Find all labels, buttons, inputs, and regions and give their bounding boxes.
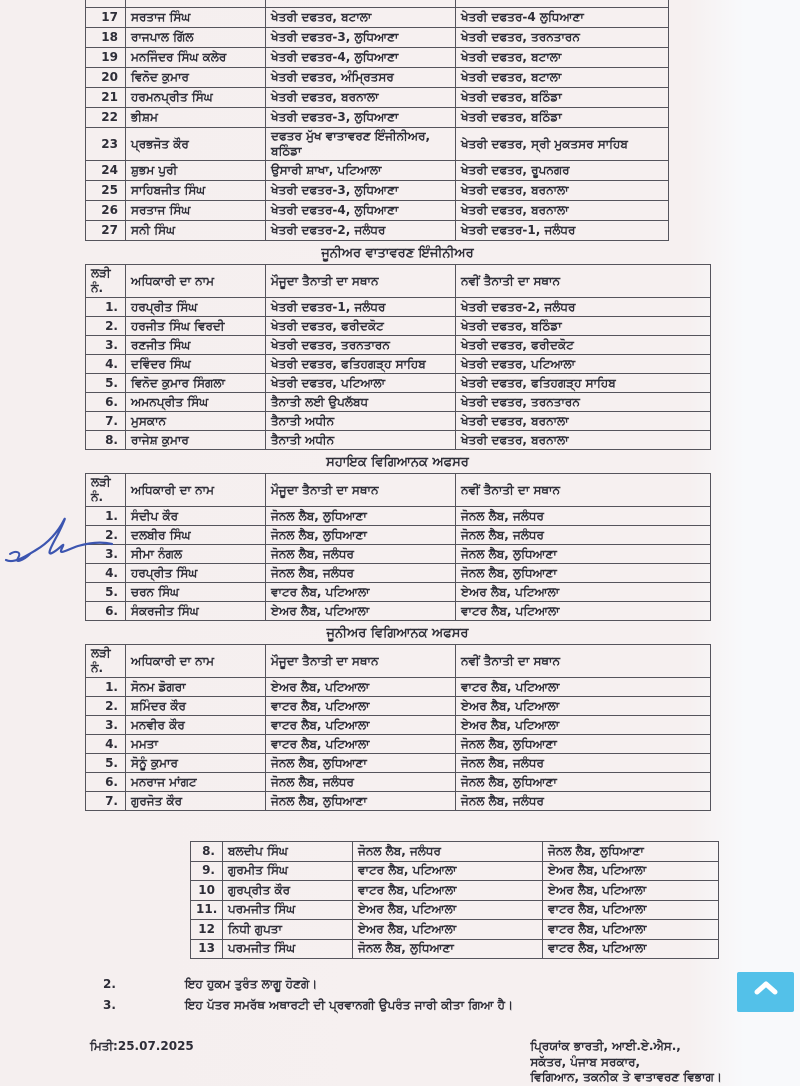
table-row bbox=[191, 920, 719, 940]
transfer-table-junior-scientific-officer-continued bbox=[190, 841, 719, 959]
cell-name: ਸਰਤਾਜ ਸਿੰਘ bbox=[126, 8, 266, 28]
table-row bbox=[86, 754, 711, 773]
cell-sn: 21 bbox=[86, 88, 126, 108]
table-row bbox=[86, 545, 711, 564]
cell-new_place: ਖੇਤਰੀ ਦਫਤਰ-4 ਲੁਧਿਆਣਾ bbox=[456, 8, 669, 28]
cell-sn: 25 bbox=[86, 181, 126, 201]
cell-current: ਤੈਨਾਤੀ ਅਧੀਨ bbox=[266, 412, 456, 431]
cell-name: ਰਾਜਪਾਲ ਗਿੱਲ bbox=[126, 28, 266, 48]
cell-new_place: ਖੇਤਰੀ ਦਫਤਰ, ਫਰੀਦਕੋਟ bbox=[456, 336, 711, 355]
signatory-name: ਪ੍ਰਿਯਾਂਕ ਭਾਰਤੀ, ਆਈ.ਏ.ਐਸ., bbox=[530, 1039, 681, 1053]
cell-sn: 2. bbox=[86, 526, 126, 545]
cell-name: ਪਰਮਜੀਤ ਸਿੰਘ bbox=[223, 900, 353, 920]
header-current-posting: ਮੌਜੂਦਾ ਤੈਨਾਤੀ ਦਾ ਸਥਾਨ bbox=[266, 474, 456, 507]
cell-sn: 24 bbox=[86, 161, 126, 181]
cell-sn: 1. bbox=[86, 507, 126, 526]
table-row bbox=[86, 317, 711, 336]
cell-sn: 10 bbox=[191, 881, 223, 901]
cell-new_place: ਜੋਨਲ ਲੈਬ, ਲੁਧਿਆਣਾ bbox=[456, 545, 711, 564]
table-row bbox=[86, 602, 711, 621]
note-item bbox=[103, 998, 800, 1013]
cell-new_place: ਖੇਤਰੀ ਦਫਤਰ, ਬਟਾਲਾ bbox=[456, 48, 669, 68]
header-officer-name: ਅਧਿਕਾਰੀ ਦਾ ਨਾਮ bbox=[126, 265, 266, 298]
cell-current: ਏਅਰ ਲੈਬ, ਪਟਿਆਲਾ bbox=[266, 678, 456, 697]
table-header-row bbox=[86, 474, 711, 507]
cell-name: ਮੁਸਕਾਨ bbox=[126, 412, 266, 431]
cell-sn: 6. bbox=[86, 773, 126, 792]
signatory-block bbox=[530, 1039, 722, 1086]
cut-off-row bbox=[86, 0, 669, 8]
cell-name: ਚਰਨ ਸਿੰਘ bbox=[126, 583, 266, 602]
cell-name: ਸੰਦੀਪ ਕੌਰ bbox=[126, 507, 266, 526]
cell-current: ਖੇਤਰੀ ਦਫਤਰ-3, ਲੁਧਿਆਣਾ bbox=[266, 181, 456, 201]
cell-current: ਖੇਤਰੀ ਦਫਤਰ, ਤਰਨਤਾਰਨ bbox=[266, 336, 456, 355]
cell-new_place: ਜੋਨਲ ਲੈਬ, ਲੁਧਿਆਣਾ bbox=[456, 773, 711, 792]
note-text: ਇਹ ਹੁਕਮ ਤੁਰੰਤ ਲਾਗੂ ਹੋਣਗੇ। bbox=[185, 977, 318, 991]
cell-name: ਸੰਕਰਜੀਤ ਸਿੰਘ bbox=[126, 602, 266, 621]
cell-sn: 23 bbox=[86, 128, 126, 161]
order-date: ਮਿਤੀ:25.07.2025 bbox=[90, 1039, 194, 1053]
cell-name: ਦਲਬੀਰ ਸਿੰਘ bbox=[126, 526, 266, 545]
cell-name: ਹਰਪ੍ਰੀਤ ਸਿੰਘ bbox=[126, 564, 266, 583]
cell-sn: 7. bbox=[86, 412, 126, 431]
cell-sn: 11. bbox=[191, 900, 223, 920]
table-row bbox=[86, 583, 711, 602]
table-row bbox=[86, 526, 711, 545]
table-row bbox=[86, 181, 669, 201]
header-current-posting: ਮੌਜੂਦਾ ਤੈਨਾਤੀ ਦਾ ਸਥਾਨ bbox=[266, 265, 456, 298]
header-new-posting: ਨਵੀਂ ਤੈਨਾਤੀ ਦਾ ਸਥਾਨ bbox=[456, 265, 711, 298]
signatory-designation: ਸਕੱਤਰ, ਪੰਜਾਬ ਸਰਕਾਰ, bbox=[530, 1054, 641, 1069]
cell-current: ਜੋਨਲ ਲੈਬ, ਲੁਧਿਆਣਾ bbox=[353, 939, 543, 959]
cell-new_place: ਵਾਟਰ ਲੈਬ, ਪਟਿਆਲਾ bbox=[456, 678, 711, 697]
cell-current: ਖੇਤਰੀ ਦਫਤਰ-4, ਲੁਧਿਆਣਾ bbox=[266, 48, 456, 68]
cell-current: ਵਾਟਰ ਲੈਬ, ਪਟਿਆਲਾ bbox=[266, 697, 456, 716]
cell-new_place: ਖੇਤਰੀ ਦਫਤਰ, ਬਟਾਲਾ bbox=[456, 68, 669, 88]
table-row bbox=[86, 697, 711, 716]
cell-sn: 3. bbox=[86, 716, 126, 735]
table-row bbox=[86, 412, 711, 431]
cell-new_place: ਖੇਤਰੀ ਦਫਤਰ, ਬਰਨਾਲਾ bbox=[456, 431, 711, 450]
cell-name: ਮਮਤਾ bbox=[126, 735, 266, 754]
cell-name: ਸੋਨਮ ਡੋਗਰਾ bbox=[126, 678, 266, 697]
table-row bbox=[86, 161, 669, 181]
table-row bbox=[86, 336, 711, 355]
cell-current: ਜੋਨਲ ਲੈਬ, ਜਲੰਧਰ bbox=[266, 564, 456, 583]
cell-name: ਵਿਨੋਦ ਕੁਮਾਰ ਸਿੰਗਲਾ bbox=[126, 374, 266, 393]
cell-name: ਦਵਿੰਦਰ ਸਿੰਘ bbox=[126, 355, 266, 374]
cell-current: ਏਅਰ ਲੈਬ, ਪਟਿਆਲਾ bbox=[353, 900, 543, 920]
cell-sn: 9. bbox=[191, 861, 223, 881]
cell-new_place: ਖੇਤਰੀ ਦਫਤਰ, ਸ੍ਰੀ ਮੁਕਤਸਰ ਸਾਹਿਬ bbox=[456, 128, 669, 161]
cell-sn: 8. bbox=[191, 842, 223, 862]
cell-current: ਖੇਤਰੀ ਦਫਤਰ, ਬਰਨਾਲਾ bbox=[266, 88, 456, 108]
table-row bbox=[86, 68, 669, 88]
cell-current: ਜੋਨਲ ਲੈਬ, ਲੁਧਿਆਣਾ bbox=[266, 754, 456, 773]
cell-current: ਖੇਤਰੀ ਦਫਤਰ-2, ਜਲੰਧਰ bbox=[266, 221, 456, 241]
cell-current: ਖੇਤਰੀ ਦਫਤਰ-1, ਜਲੰਧਰ bbox=[266, 298, 456, 317]
cell-current: ਜੋਨਲ ਲੈਬ, ਜਲੰਧਰ bbox=[266, 545, 456, 564]
cell-name: ਸੋਨੂੰ ਕੁਮਾਰ bbox=[126, 754, 266, 773]
cell-new_place: ਵਾਟਰ ਲੈਬ, ਪਟਿਆਲਾ bbox=[456, 602, 711, 621]
cell-new_place: ਖੇਤਰੀ ਦਫਤਰ, ਪਟਿਆਲਾ bbox=[456, 355, 711, 374]
cell-name: ਪ੍ਰਭਜੋਤ ਕੌਰ bbox=[126, 128, 266, 161]
cell-name: ਨਿਧੀ ਗੁਪਤਾ bbox=[223, 920, 353, 940]
table-row bbox=[86, 716, 711, 735]
cell-new_place: ਖੇਤਰੀ ਦਫਤਰ, ਬਰਨਾਲਾ bbox=[456, 181, 669, 201]
cell-current: ਖੇਤਰੀ ਦਫਤਰ-3, ਲੁਧਿਆਣਾ bbox=[266, 108, 456, 128]
cell-sn: 17 bbox=[86, 8, 126, 28]
note-item bbox=[103, 977, 800, 992]
table-header-row bbox=[86, 265, 711, 298]
cell-current: ਤੈਨਾਤੀ ਲਈ ਉਪਲੱਬਧ bbox=[266, 393, 456, 412]
cell-new_place: ਜੋਨਲ ਲੈਬ, ਜਲੰਧਰ bbox=[456, 792, 711, 811]
cell-current: ਜੋਨਲ ਲੈਬ, ਜਲੰਧਰ bbox=[353, 842, 543, 862]
cell-name: ਗੁਰਮੀਤ ਸਿੰਘ bbox=[223, 861, 353, 881]
transfer-table-junior-env-engineer bbox=[85, 264, 711, 450]
note-number: 2. bbox=[103, 977, 116, 991]
cell-current: ਵਾਟਰ ਲੈਬ, ਪਟਿਆਲਾ bbox=[353, 881, 543, 901]
cell-sn: 5. bbox=[86, 583, 126, 602]
cell-new_place: ਖੇਤਰੀ ਦਫਤਰ-2, ਜਲੰਧਰ bbox=[456, 298, 711, 317]
cell-current: ਵਾਟਰ ਲੈਬ, ਪਟਿਆਲਾ bbox=[266, 583, 456, 602]
table-row bbox=[191, 881, 719, 901]
cell-sn: 13 bbox=[191, 939, 223, 959]
table-row bbox=[86, 8, 669, 28]
cell-sn: 26 bbox=[86, 201, 126, 221]
header-serial: ਲੜੀ ਨੰ. bbox=[86, 645, 126, 678]
cell-current: ਖੇਤਰੀ ਦਫਤਰ, ਫਤਿਹਗੜ੍ਹ ਸਾਹਿਬ bbox=[266, 355, 456, 374]
cell-current: ਏਅਰ ਲੈਬ, ਪਟਿਆਲਾ bbox=[353, 920, 543, 940]
cell-new_place: ਖੇਤਰੀ ਦਫਤਰ, ਬਰਨਾਲਾ bbox=[456, 201, 669, 221]
table-row bbox=[86, 431, 711, 450]
cell-current: ਜੋਨਲ ਲੈਬ, ਲੁਧਿਆਣਾ bbox=[266, 526, 456, 545]
table-row bbox=[191, 861, 719, 881]
cell-sn: 2. bbox=[86, 697, 126, 716]
table-header-row bbox=[86, 645, 711, 678]
table-row bbox=[86, 792, 711, 811]
cell-current: ਖੇਤਰੀ ਦਫਤਰ-3, ਲੁਧਿਆਣਾ bbox=[266, 28, 456, 48]
cell-sn: 6. bbox=[86, 393, 126, 412]
cell-sn: 27 bbox=[86, 221, 126, 241]
transfer-table-assistant-scientific-officer bbox=[85, 473, 711, 621]
chevron-up-icon bbox=[753, 980, 779, 999]
table-row bbox=[86, 678, 711, 697]
table-row bbox=[86, 393, 711, 412]
table-row bbox=[86, 374, 711, 393]
cell-new_place: ਖੇਤਰੀ ਦਫਤਰ, ਤਰਨਤਾਰਨ bbox=[456, 393, 711, 412]
table-row bbox=[86, 28, 669, 48]
header-new-posting: ਨਵੀਂ ਤੈਨਾਤੀ ਦਾ ਸਥਾਨ bbox=[456, 645, 711, 678]
cell-name: ਹਰਜੀਤ ਸਿੰਘ ਵਿਰਦੀ bbox=[126, 317, 266, 336]
cell-sn: 6. bbox=[86, 602, 126, 621]
cell-new_place: ਖੇਤਰੀ ਦਫਤਰ, ਫਤਿਹਗੜ੍ਹ ਸਾਹਿਬ bbox=[456, 374, 711, 393]
table-row bbox=[86, 201, 669, 221]
cell-sn: 4. bbox=[86, 564, 126, 583]
note-number: 3. bbox=[103, 998, 116, 1012]
cell-name: ਹਰਮਨਪ੍ਰੀਤ ਸਿੰਘ bbox=[126, 88, 266, 108]
header-current-posting: ਮੌਜੂਦਾ ਤੈਨਾਤੀ ਦਾ ਸਥਾਨ bbox=[266, 645, 456, 678]
cell-sn: 18 bbox=[86, 28, 126, 48]
cell-sn: 4. bbox=[86, 355, 126, 374]
cell-name: ਅਮਨਪ੍ਰੀਤ ਸਿੰਘ bbox=[126, 393, 266, 412]
cell-current: ਖੇਤਰੀ ਦਫਤਰ-4, ਲੁਧਿਆਣਾ bbox=[266, 201, 456, 221]
cell-new_place: ਖੇਤਰੀ ਦਫਤਰ, ਬਰਨਾਲਾ bbox=[456, 412, 711, 431]
table-row bbox=[86, 507, 711, 526]
scroll-to-top-button[interactable] bbox=[737, 972, 794, 1012]
cell-sn: 22 bbox=[86, 108, 126, 128]
table-row bbox=[86, 88, 669, 108]
table-row bbox=[191, 939, 719, 959]
cell-name: ਸ਼ੁਭਮ ਪੁਰੀ bbox=[126, 161, 266, 181]
cell-sn: 8. bbox=[86, 431, 126, 450]
cell-current: ਵਾਟਰ ਲੈਬ, ਪਟਿਆਲਾ bbox=[353, 861, 543, 881]
transfer-table-continued-top bbox=[85, 0, 669, 241]
cell-name: ਗੁਰਜੋਤ ਕੌਰ bbox=[126, 792, 266, 811]
cell-new_place: ਖੇਤਰੀ ਦਫਤਰ, ਬਠਿੰਡਾ bbox=[456, 88, 669, 108]
cell-name: ਮਨਰਾਜ ਮਾਂਗਟ bbox=[126, 773, 266, 792]
cell-new_place: ਜੋਨਲ ਲੈਬ, ਜਲੰਧਰ bbox=[456, 507, 711, 526]
cell-new_place: ਖੇਤਰੀ ਦਫਤਰ-1, ਜਲੰਧਰ bbox=[456, 221, 669, 241]
table-row bbox=[191, 900, 719, 920]
cell-current: ਏਅਰ ਲੈਬ, ਪਟਿਆਲਾ bbox=[266, 602, 456, 621]
cell-current: ਖੇਤਰੀ ਦਫਤਰ, ਫਰੀਦਕੋਟ bbox=[266, 317, 456, 336]
cell-name: ਹਰਪ੍ਰੀਤ ਸਿੰਘ bbox=[126, 298, 266, 317]
cell-name: ਪਰਮਜੀਤ ਸਿੰਘ bbox=[223, 939, 353, 959]
cell-current: ਜੋਨਲ ਲੈਬ, ਲੁਧਿਆਣਾ bbox=[266, 507, 456, 526]
cell-current: ਖੇਤਰੀ ਦਫਤਰ, ਪਟਿਆਲਾ bbox=[266, 374, 456, 393]
cell-new_place: ਖੇਤਰੀ ਦਫਤਰ, ਤਰਨਤਾਰਨ bbox=[456, 28, 669, 48]
cell-sn: 1. bbox=[86, 298, 126, 317]
cell-new_place: ਜੋਨਲ ਲੈਬ, ਲੁਧਿਆਣਾ bbox=[456, 735, 711, 754]
cell-name: ਵਿਨੋਦ ਕੁਮਾਰ bbox=[126, 68, 266, 88]
cell-name: ਰਾਜੇਸ਼ ਕੁਮਾਰ bbox=[126, 431, 266, 450]
cell-name: ਸਨੀ ਸਿੰਘ bbox=[126, 221, 266, 241]
cell-current: ਵਾਟਰ ਲੈਬ, ਪਟਿਆਲਾ bbox=[266, 716, 456, 735]
cell-name: ਬਲਦੀਪ ਸਿੰਘ bbox=[223, 842, 353, 862]
cell-new_place: ਖੇਤਰੀ ਦਫਤਰ, ਬਠਿੰਡਾ bbox=[456, 108, 669, 128]
cell-current: ਖੇਤਰੀ ਦਫਤਰ, ਅੰਮ੍ਰਿਤਸਰ bbox=[266, 68, 456, 88]
cell-sn: 7. bbox=[86, 792, 126, 811]
cell-new_place: ਏਅਰ ਲੈਬ, ਪਟਿਆਲਾ bbox=[543, 881, 719, 901]
signatory-department: ਵਿਗਿਆਨ, ਤਕਨੀਕ ਤੇ ਵਾਤਾਵਰਣ ਵਿਭਾਗ। bbox=[530, 1070, 722, 1085]
cell-new_place: ਵਾਟਰ ਲੈਬ, ਪਟਿਆਲਾ bbox=[543, 900, 719, 920]
cell-sn: 3. bbox=[86, 336, 126, 355]
cell-new_place: ਏਅਰ ਲੈਬ, ਪਟਿਆਲਾ bbox=[456, 716, 711, 735]
cell-sn: 5. bbox=[86, 754, 126, 773]
cell-name: ਸਾਹਿਬਜੀਤ ਸਿੰਘ bbox=[126, 181, 266, 201]
cell-current: ਉਸਾਰੀ ਸ਼ਾਖਾ, ਪਟਿਆਲਾ bbox=[266, 161, 456, 181]
cell-sn: 19 bbox=[86, 48, 126, 68]
cell-new_place: ਖੇਤਰੀ ਦਫਤਰ, ਰੂਪਨਗਰ bbox=[456, 161, 669, 181]
table-row bbox=[191, 842, 719, 862]
order-notes bbox=[103, 977, 800, 1013]
cell-name: ਸੀਮਾ ਨੰਗਲ bbox=[126, 545, 266, 564]
cell-sn: 3. bbox=[86, 545, 126, 564]
header-officer-name: ਅਧਿਕਾਰੀ ਦਾ ਨਾਮ bbox=[126, 474, 266, 507]
footer-row bbox=[90, 1039, 722, 1086]
table-row bbox=[86, 128, 669, 161]
table-row bbox=[86, 221, 669, 241]
header-new-posting: ਨਵੀਂ ਤੈਨਾਤੀ ਦਾ ਸਥਾਨ bbox=[456, 474, 711, 507]
table-row bbox=[86, 108, 669, 128]
section-heading-assistant-scientific-officer: ਸਹਾਇਕ ਵਿਗਿਆਨਕ ਅਫਸਰ bbox=[326, 455, 469, 470]
table-row bbox=[86, 48, 669, 68]
cell-current: ਜੋਨਲ ਲੈਬ, ਜਲੰਧਰ bbox=[266, 773, 456, 792]
cell-sn: 2. bbox=[86, 317, 126, 336]
table-row bbox=[86, 773, 711, 792]
section-heading-junior-env-engineer: ਜੂਨੀਅਰ ਵਾਤਾਵਰਣ ਇੰਜੀਨੀਅਰ bbox=[321, 246, 474, 261]
note-text: ਇਹ ਪੱਤਰ ਸਮਰੱਥ ਅਥਾਰਟੀ ਦੀ ਪ੍ਰਵਾਨਗੀ ਉਪਰੰਤ ਜਾਰੀ ਕੀਤਾ ਗਿਆ ਹੈ। bbox=[185, 998, 514, 1012]
cell-current: ਵਾਟਰ ਲੈਬ, ਪਟਿਆਲਾ bbox=[266, 735, 456, 754]
cell-name: ਸਰਤਾਜ ਸਿੰਘ bbox=[126, 201, 266, 221]
cell-new_place: ਜੋਨਲ ਲੈਬ, ਲੁਧਿਆਣਾ bbox=[543, 842, 719, 862]
header-serial: ਲੜੀ ਨੰ. bbox=[86, 265, 126, 298]
section-heading-junior-scientific-officer: ਜੂਨੀਅਰ ਵਿਗਿਆਨਕ ਅਫਸਰ bbox=[326, 626, 469, 641]
cell-current: ਦਫਤਰ ਮੁੱਖ ਵਾਤਾਵਰਣ ਇੰਜੀਨੀਅਰ, ਬਠਿੰਡਾ bbox=[266, 128, 456, 161]
cell-current: ਜੋਨਲ ਲੈਬ, ਲੁਧਿਆਣਾ bbox=[266, 792, 456, 811]
signature-scribble bbox=[0, 498, 120, 578]
table-row bbox=[86, 298, 711, 317]
cell-new_place: ਜੋਨਲ ਲੈਬ, ਲੁਧਿਆਣਾ bbox=[456, 564, 711, 583]
cell-name: ਰਣਜੀਤ ਸਿੰਘ bbox=[126, 336, 266, 355]
cell-new_place: ਏਅਰ ਲੈਬ, ਪਟਿਆਲਾ bbox=[543, 861, 719, 881]
cell-sn: 4. bbox=[86, 735, 126, 754]
cell-new_place: ਜੋਨਲ ਲੈਬ, ਜਲੰਧਰ bbox=[456, 526, 711, 545]
header-serial: ਲੜੀ ਨੰ. bbox=[86, 474, 126, 507]
cell-sn: 1. bbox=[86, 678, 126, 697]
cell-name: ਸ਼ਮਿੰਦਰ ਕੌਰ bbox=[126, 697, 266, 716]
cell-sn: 20 bbox=[86, 68, 126, 88]
cell-new_place: ਵਾਟਰ ਲੈਬ, ਪਟਿਆਲਾ bbox=[543, 920, 719, 940]
cell-current: ਖੇਤਰੀ ਦਫਤਰ, ਬਟਾਲਾ bbox=[266, 8, 456, 28]
cell-new_place: ਖੇਤਰੀ ਦਫਤਰ, ਬਠਿੰਡਾ bbox=[456, 317, 711, 336]
cell-name: ਭੀਸ਼ਮ bbox=[126, 108, 266, 128]
cell-current: ਤੈਨਾਤੀ ਅਧੀਨ bbox=[266, 431, 456, 450]
cell-new_place: ਏਅਰ ਲੈਬ, ਪਟਿਆਲਾ bbox=[456, 583, 711, 602]
header-officer-name: ਅਧਿਕਾਰੀ ਦਾ ਨਾਮ bbox=[126, 645, 266, 678]
cell-new_place: ਵਾਟਰ ਲੈਬ, ਪਟਿਆਲਾ bbox=[543, 939, 719, 959]
table-row bbox=[86, 564, 711, 583]
table-row bbox=[86, 735, 711, 754]
cell-name: ਗੁਰਪ੍ਰੀਤ ਕੌਰ bbox=[223, 881, 353, 901]
cell-sn: 5. bbox=[86, 374, 126, 393]
table-row bbox=[86, 355, 711, 374]
transfer-table-junior-scientific-officer bbox=[85, 644, 711, 811]
cell-name: ਮਨਜਿੰਦਰ ਸਿੰਘ ਕਲੇਰ bbox=[126, 48, 266, 68]
cell-new_place: ਜੋਨਲ ਲੈਬ, ਜਲੰਧਰ bbox=[456, 754, 711, 773]
cell-sn: 12 bbox=[191, 920, 223, 940]
cell-new_place: ਏਅਰ ਲੈਬ, ਪਟਿਆਲਾ bbox=[456, 697, 711, 716]
cell-name: ਮਨਵੀਰ ਕੌਰ bbox=[126, 716, 266, 735]
